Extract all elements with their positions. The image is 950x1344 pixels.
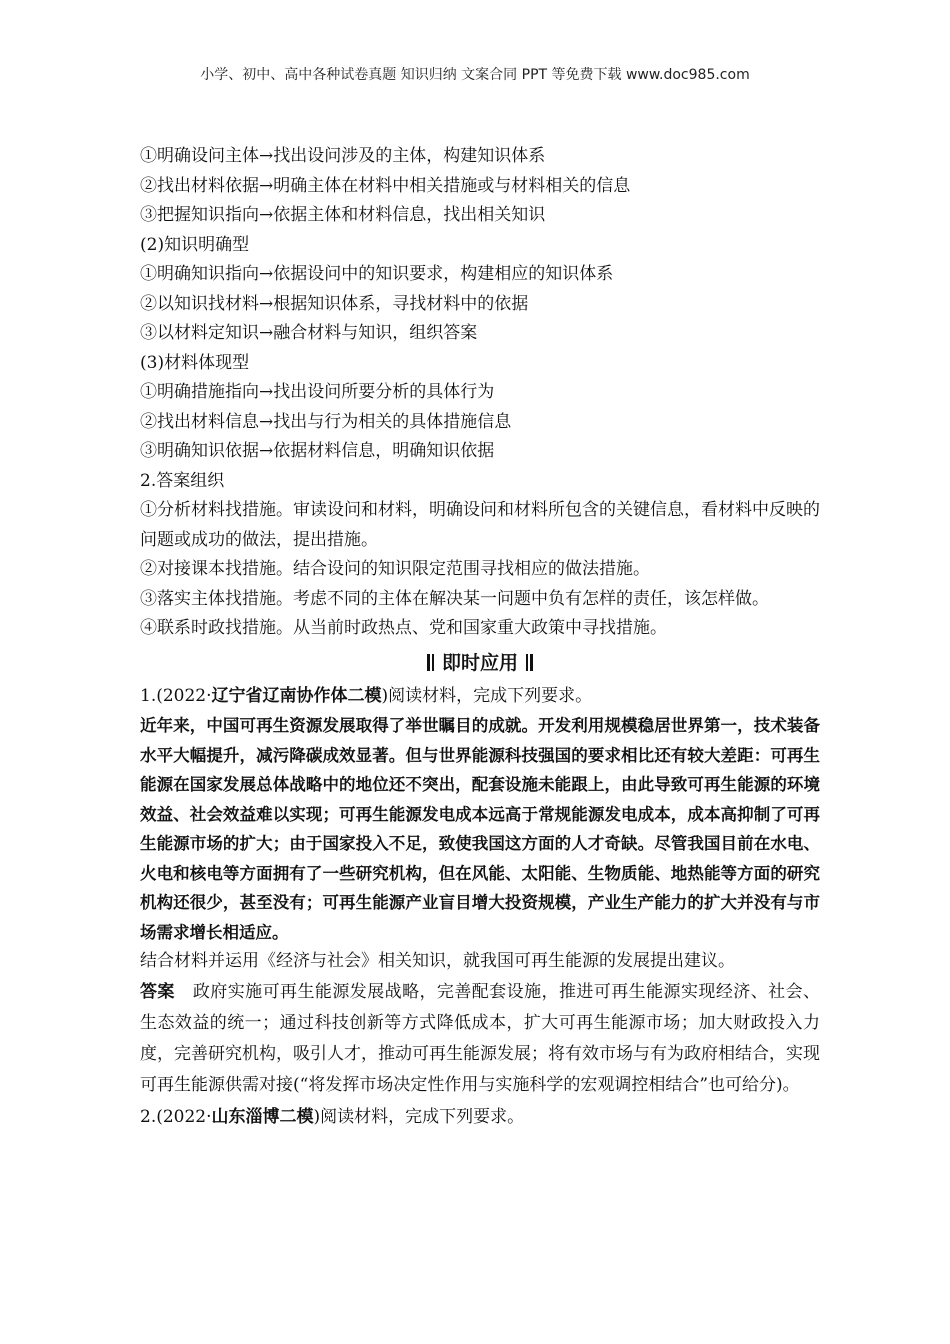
question-suffix: )阅读材料，完成下列要求。 (381, 685, 593, 706)
question-2-heading (140, 1103, 820, 1133)
step-line: ③以材料定知识→融合材料与知识，组织答案 (140, 323, 478, 343)
step-line: ③把握知识指向→依据主体和材料信息，找出相关知识 (140, 205, 546, 225)
subheading-knowledge-type: (2)知识明确型 (140, 234, 250, 255)
step-line: ①明确知识指向→依据设问中的知识要求，构建相应的知识体系 (140, 264, 614, 284)
document-body (140, 142, 820, 1132)
section-title-text: 即时应用 (441, 651, 518, 674)
question-source: 辽宁省辽南协作体二模 (211, 685, 382, 706)
question-suffix: )阅读材料，完成下列要求。 (313, 1106, 525, 1127)
question-1-material: 近年来，中国可再生资源发展取得了举世瞩目的成就。开发利用规模稳居世界第一，技术装备水平大幅提升，减污降碳成效显著。但与世界能源科技强国的要求相比还有较大差距：可再生能源在国家发展总体战略中的地位还不突出，配套设施未能跟上，由此导致可再生能源的环境效益、社会效益难以实现；可再生能源发电成本远高于常规能源发电成本，成本高抑制了可再生能源市场的扩大；由于国家投入不足，致使我国这方面的人才奇缺。尽管我国目前在水电、火电和核电等方面拥有了一些研究机构，但在风能、太阳能、生物质能、地热能等方面的研究机构还很少，甚至没有；可再生能源产业盲目增大投资规模，产业生产能力的扩大并没有与市场需求增长相适应。 (140, 716, 820, 942)
step-line: ②找出材料信息→找出与行为相关的具体措施信息 (140, 411, 512, 432)
step-line: ①明确设问主体→找出设问涉及的主体，构建知识体系 (140, 146, 546, 166)
title-bar-icon (432, 654, 434, 671)
step-line: ③明确知识依据→依据材料信息，明确知识依据 (140, 441, 495, 461)
question-1-answer (140, 977, 820, 1101)
organize-paragraph: ③落实主体找措施。考虑不同的主体在解决某一问题中负有怎样的责任，该怎样做。 (140, 588, 769, 609)
step-line: ②以知识找材料→根据知识体系，寻找材料中的依据 (140, 293, 529, 314)
page-header-banner: 小学、初中、高中各种试卷真题 知识归纳 文案合同 PPT 等免费下载 www.doc985.com (200, 67, 750, 83)
answer-text: 政府实施可再生能源发展战略，完善配套设施，推进可再生能源实现经济、社会、生态效益的统一；通过科技创新等方式降低成本，扩大可再生能源市场；加大财政投入力度，完善研究机构，吸引人才，推动可再生能源发展；将有效市场与有为政府相结合，实现可再生能源供需对接(“将发挥市场决定性作用与实施科学的宏观调控相结合”也可给分)。 (140, 981, 821, 1095)
title-bar-icon (427, 654, 430, 671)
question-1-prompt: 结合材料并运用《经济与社会》相关知识，就我国可再生能源的发展提出建议。 (140, 951, 735, 971)
question-1-heading (140, 682, 820, 712)
organize-paragraph: ①分析材料找措施。审读设问和材料，明确设问和材料所包含的关键信息，看材料中反映的问题或成功的做法，提出措施。 (140, 500, 820, 550)
section-title (140, 646, 820, 680)
title-bar-icon (526, 654, 528, 671)
answer-label: 答案 (140, 981, 175, 1002)
organize-paragraph: ④联系时政找措施。从当前时政热点、党和国家重大政策中寻找措施。 (140, 618, 667, 638)
question-source: 山东淄博二模 (211, 1106, 314, 1127)
title-bar-icon (530, 654, 533, 671)
step-line: ②找出材料依据→明确主体在材料中相关措施或与材料相关的信息 (140, 175, 631, 196)
organize-paragraph: ②对接课本找措施。结合设问的知识限定范围寻找相应的做法措施。 (140, 559, 650, 579)
subheading-answer-organization: 2.答案组织 (140, 470, 225, 491)
step-line: ①明确措施指向→找出设问所要分析的具体行为 (140, 382, 495, 402)
question-prefix: 1.(2022· (140, 685, 212, 706)
question-prefix: 2.(2022· (140, 1106, 212, 1127)
subheading-material-type: (3)材料体现型 (140, 352, 250, 373)
